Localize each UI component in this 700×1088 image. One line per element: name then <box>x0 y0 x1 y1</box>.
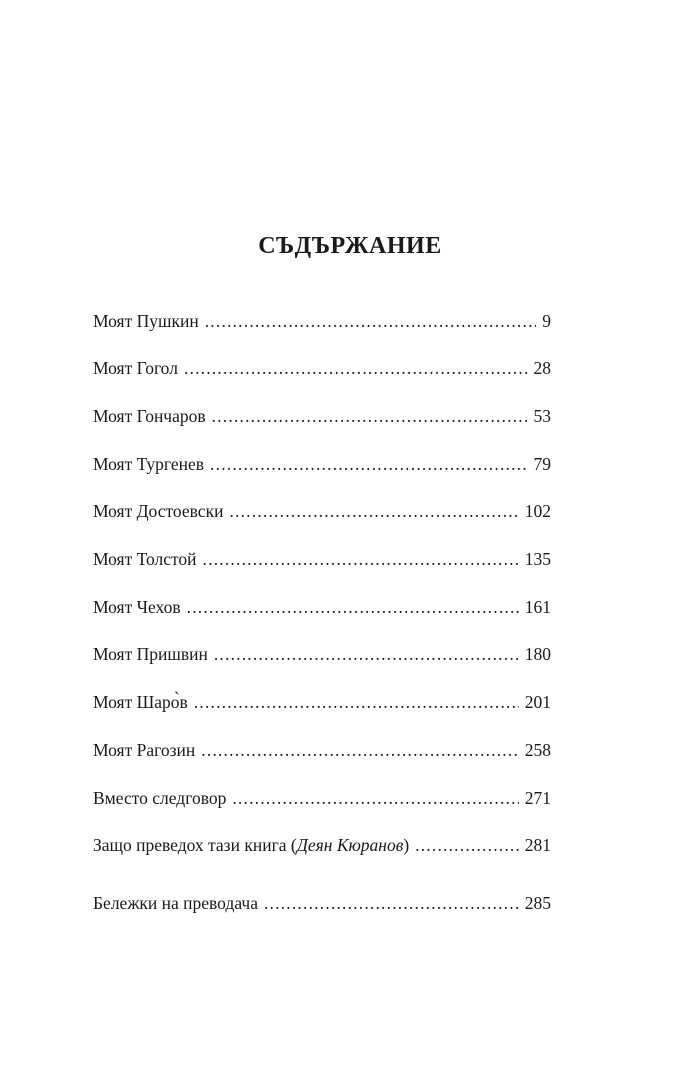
entry-page-number: 28 <box>533 358 551 378</box>
entry-title-part: Защо преведох тази книга ( <box>93 835 297 855</box>
entry-page-number: 135 <box>524 549 551 569</box>
toc-entry[interactable] <box>93 401 551 431</box>
dot-leader <box>210 449 527 479</box>
entry-title <box>93 830 409 860</box>
entry-title: Моят Достоевски <box>93 501 224 521</box>
entry-page-number: 53 <box>533 406 551 426</box>
dot-leader <box>264 888 519 918</box>
toc-entry[interactable] <box>93 544 551 574</box>
entry-page-number: 161 <box>524 597 551 617</box>
entry-title: Моят Гогол <box>93 358 178 378</box>
toc-entry[interactable] <box>93 735 551 765</box>
toc-entry[interactable] <box>93 353 551 383</box>
toc-entry[interactable] <box>93 687 551 717</box>
entry-title: Вместо следговор <box>93 788 227 808</box>
entry-title: Моят Пушкин <box>93 311 199 331</box>
dot-leader <box>205 306 537 336</box>
dot-leader <box>214 639 519 669</box>
entry-title: Моят Пришвин <box>93 644 208 664</box>
entry-title-part: ) <box>403 835 410 855</box>
dot-leader <box>194 687 519 717</box>
entry-page-number: 281 <box>524 835 551 855</box>
translator-name: Деян Кюранов <box>296 835 404 855</box>
entry-page-number: 102 <box>524 501 551 521</box>
dot-leader <box>201 735 519 765</box>
entry-page-number: 271 <box>524 788 551 808</box>
dot-leader <box>229 496 518 526</box>
toc-entry[interactable] <box>93 496 551 526</box>
toc-entry[interactable] <box>93 830 551 860</box>
entry-title: Бележки на преводача <box>93 893 258 913</box>
entry-page-number: 285 <box>524 893 551 913</box>
entry-page-number: 9 <box>542 311 551 331</box>
entry-page-number: 201 <box>524 692 551 712</box>
toc-entry[interactable] <box>93 592 551 622</box>
entry-page-number: 79 <box>533 454 551 474</box>
entry-title: Моят Гончаров <box>93 406 206 426</box>
toc-entry[interactable] <box>93 639 551 669</box>
dot-leader <box>184 353 528 383</box>
dot-leader <box>187 592 519 622</box>
dot-leader <box>203 544 519 574</box>
toc-entry[interactable] <box>93 449 551 479</box>
toc-entry[interactable] <box>93 888 551 918</box>
entry-title: Моят Тургенев <box>93 454 205 474</box>
entry-title: Моят Чехов <box>93 597 181 617</box>
entry-title: Моят Шаро̀в <box>93 692 188 712</box>
entry-page-number: 180 <box>524 644 551 664</box>
dot-leader <box>232 783 518 813</box>
toc-heading: СЪДЪРЖАНИЕ <box>258 233 442 259</box>
entry-title: Моят Толстой <box>93 549 197 569</box>
entry-page-number: 258 <box>524 740 551 760</box>
dot-leader <box>212 401 528 431</box>
entry-title: Моят Рагозин <box>93 740 196 760</box>
toc-entry[interactable] <box>93 783 551 813</box>
dot-leader <box>415 830 519 860</box>
toc-entry[interactable] <box>93 306 551 336</box>
